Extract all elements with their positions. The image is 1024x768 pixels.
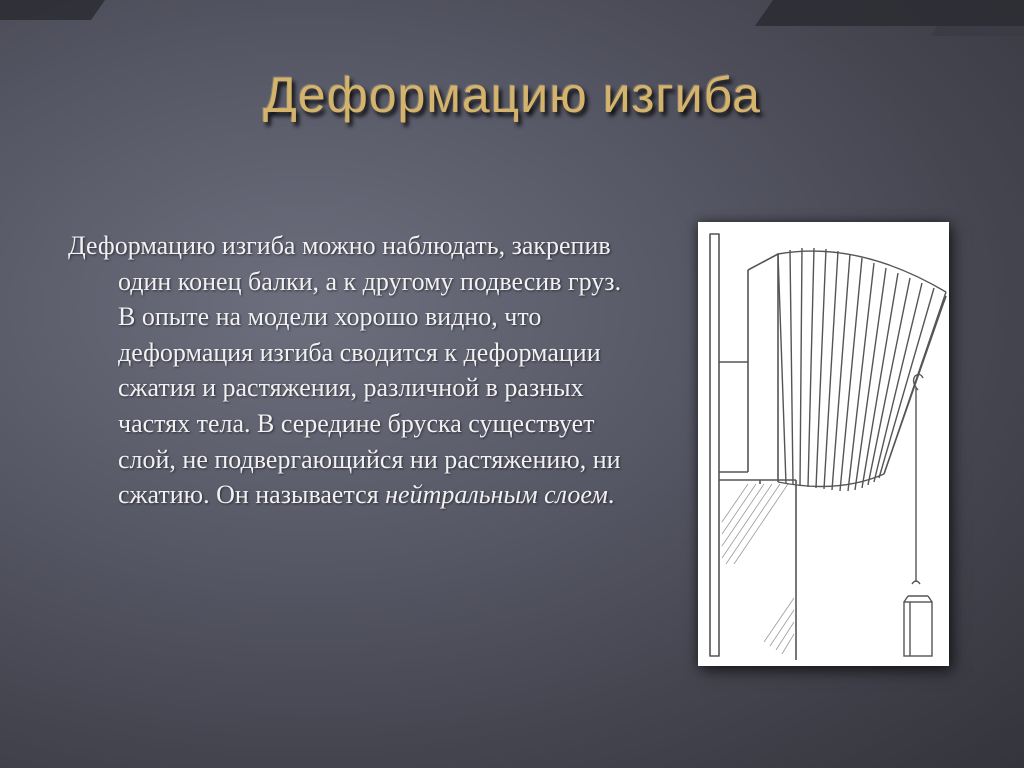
hatching	[722, 484, 794, 654]
decorative-ribbon-right	[755, 0, 1024, 26]
body-paragraph	[68, 228, 628, 513]
beam-bending-drawing	[698, 222, 949, 666]
slide-title: Деформацию изгиба	[263, 67, 761, 123]
wall-post	[710, 234, 719, 656]
decorative-ribbon-right-accent	[930, 26, 1024, 36]
body-text-main: Деформацию изгиба можно наблюдать, закрепив один конец балки, а к другому подвесив груз. В опыте на модели хорошо видно, что деформация изгиба сводится к деформации сжатия и растяжения, различной в разных частях тела. В середине бруска существует слой, не подвергающийся ни растяжению, ни сжатию. Он называется	[68, 231, 622, 510]
body-text-emphasis: нейтральным слоем	[385, 480, 608, 510]
decorative-ribbon-left	[0, 0, 105, 20]
weight-block	[904, 602, 932, 656]
beam-slats	[778, 248, 946, 491]
weight-assembly	[904, 374, 932, 656]
bending-model-illustration	[698, 222, 949, 666]
body-text-end: .	[607, 480, 615, 510]
slide-body	[68, 228, 628, 513]
